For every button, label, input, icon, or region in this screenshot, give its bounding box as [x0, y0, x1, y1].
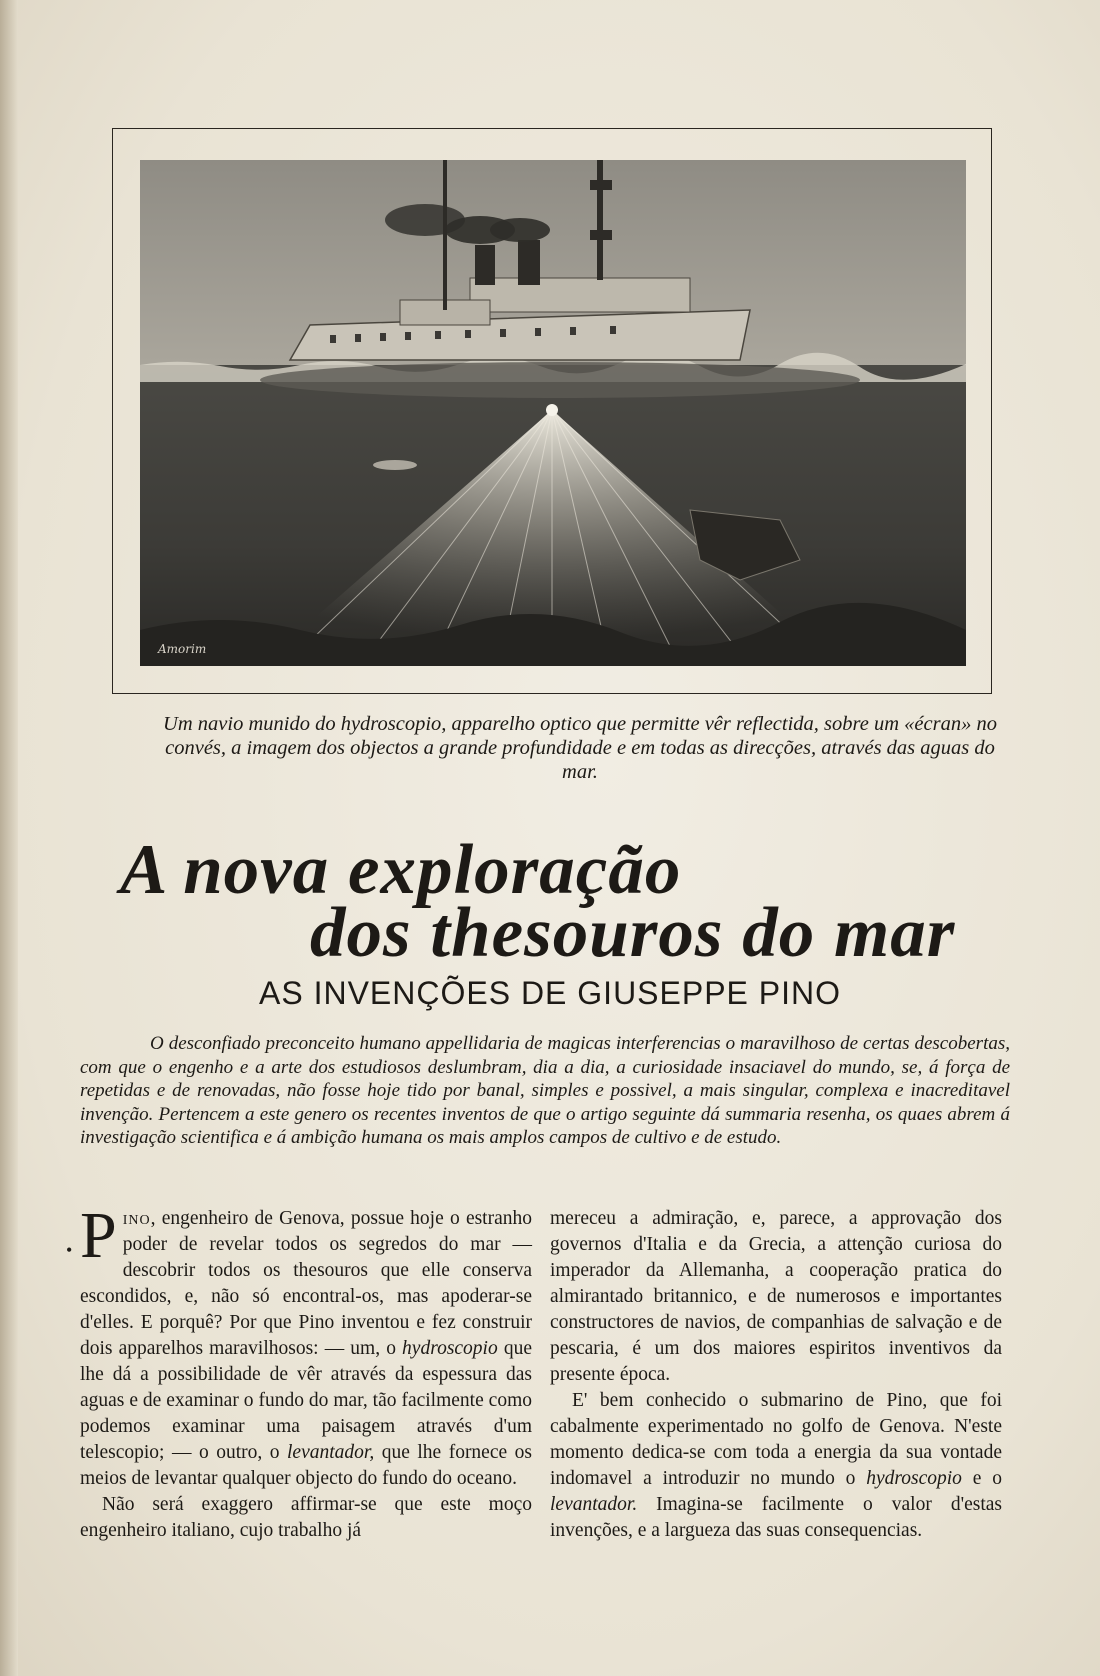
- term-hydroscopio: hydroscopio: [866, 1468, 962, 1489]
- margin-dot: •: [66, 1240, 73, 1260]
- body-text: e o: [961, 1468, 1002, 1489]
- article-lead: [80, 1032, 1010, 1150]
- ship-drawing: [140, 160, 966, 666]
- lead-paragraph: O desconfiado preconceito humano appellidaria de magicas interferencias o maravilhoso de certas descobertas, com que o engenho e a arte dos estudiosos deslumbram, dia a dia, a curiosidade insaciavel do mundo, se, á força de repetidas e de renovadas, não fosse hoje tido por banal, simples e possivel, a mais singular, complexa e inacreditavel invenção. Pertencem a este genero os recentes inventos de que o artigo seguinte dá summaria resenha, os quaes abrem á investigação scientifica e á ambição humana os mais amplos campos de cultivo e de estudo.: [80, 1033, 1010, 1148]
- body-column-left: [80, 1199, 532, 1544]
- ship-illustration: [140, 160, 966, 666]
- term-hydroscopio: hydroscopio: [402, 1338, 498, 1359]
- article-title-line-2: dos thesouros do mar: [310, 894, 956, 972]
- term-levantador: levantador,: [287, 1442, 375, 1463]
- body-text: Imagina-se facilmente o valor d'estas invenções, e a largueza das suas consequencias.: [550, 1494, 1002, 1541]
- illustration-caption: Um navio munido do hydroscopio, apparelho optico que permitte vêr reflectida, sobre um «écran» no convés, a imagem dos objectos a grande profundidade e em todas as direcções, através das aguas do mar.: [163, 713, 997, 783]
- first-word-rest: ino: [122, 1208, 151, 1229]
- body-paragraph-2: Não será exaggero affirmar-se que este moço engenheiro italiano, cujo trabalho já: [80, 1494, 532, 1541]
- body-paragraph-4: [550, 1388, 1002, 1544]
- article-title-line-1: A nova exploração: [120, 831, 682, 909]
- body-paragraph-1: [80, 1199, 532, 1492]
- article-subtitle: AS INVENÇÕES DE GIUSEPPE PINO: [258, 975, 842, 1011]
- artist-signature: Amorim: [158, 642, 207, 656]
- body-text: que lhe fornece os meios de levantar qualquer objecto do fundo do oceano.: [80, 1442, 532, 1489]
- page-binding-edge: [0, 0, 18, 1676]
- body-text: , engenheiro de Genova, possue hoje o estranho poder de revelar todos os segredos do mar — descobrir todos os thesouros que elle conserva escondidos, e, não só encontral-os, mas apoderar-se d'elles. E porquê? Por que Pino inventou e fez construir dois apparelhos maravilhosos: — um, o: [80, 1208, 532, 1359]
- body-paragraph-3: mereceu a admiração, e, parece, a approvação dos governos d'Italia e da Grecia, a attenção curiosa do imperador da Allemanha, a cooperação pratica do almirantado britannico, e de numerosos e importantes constructores de navios, de companhias de salvação e de pescaria, é um dos maiores espiritos inventivos da presente época.: [550, 1208, 1002, 1385]
- body-text: E' bem conhecido o submarino de Pino, que foi cabalmente experimentado no golfo de Genova. N'este momento dedica-se com toda a energia da sua vontade indomavel a introduzir no mundo o: [550, 1390, 1002, 1489]
- term-levantador: levantador.: [550, 1494, 638, 1515]
- body-column-right: [550, 1206, 1002, 1544]
- drop-cap: P: [80, 1199, 117, 1272]
- body-text: que lhe dá a possibilidade de vêr através da espessura das aguas e de examinar o fundo do mar, tão facilmente como podemos examinar uma paisagem através d'um telescopio; — o outro, o: [80, 1338, 532, 1463]
